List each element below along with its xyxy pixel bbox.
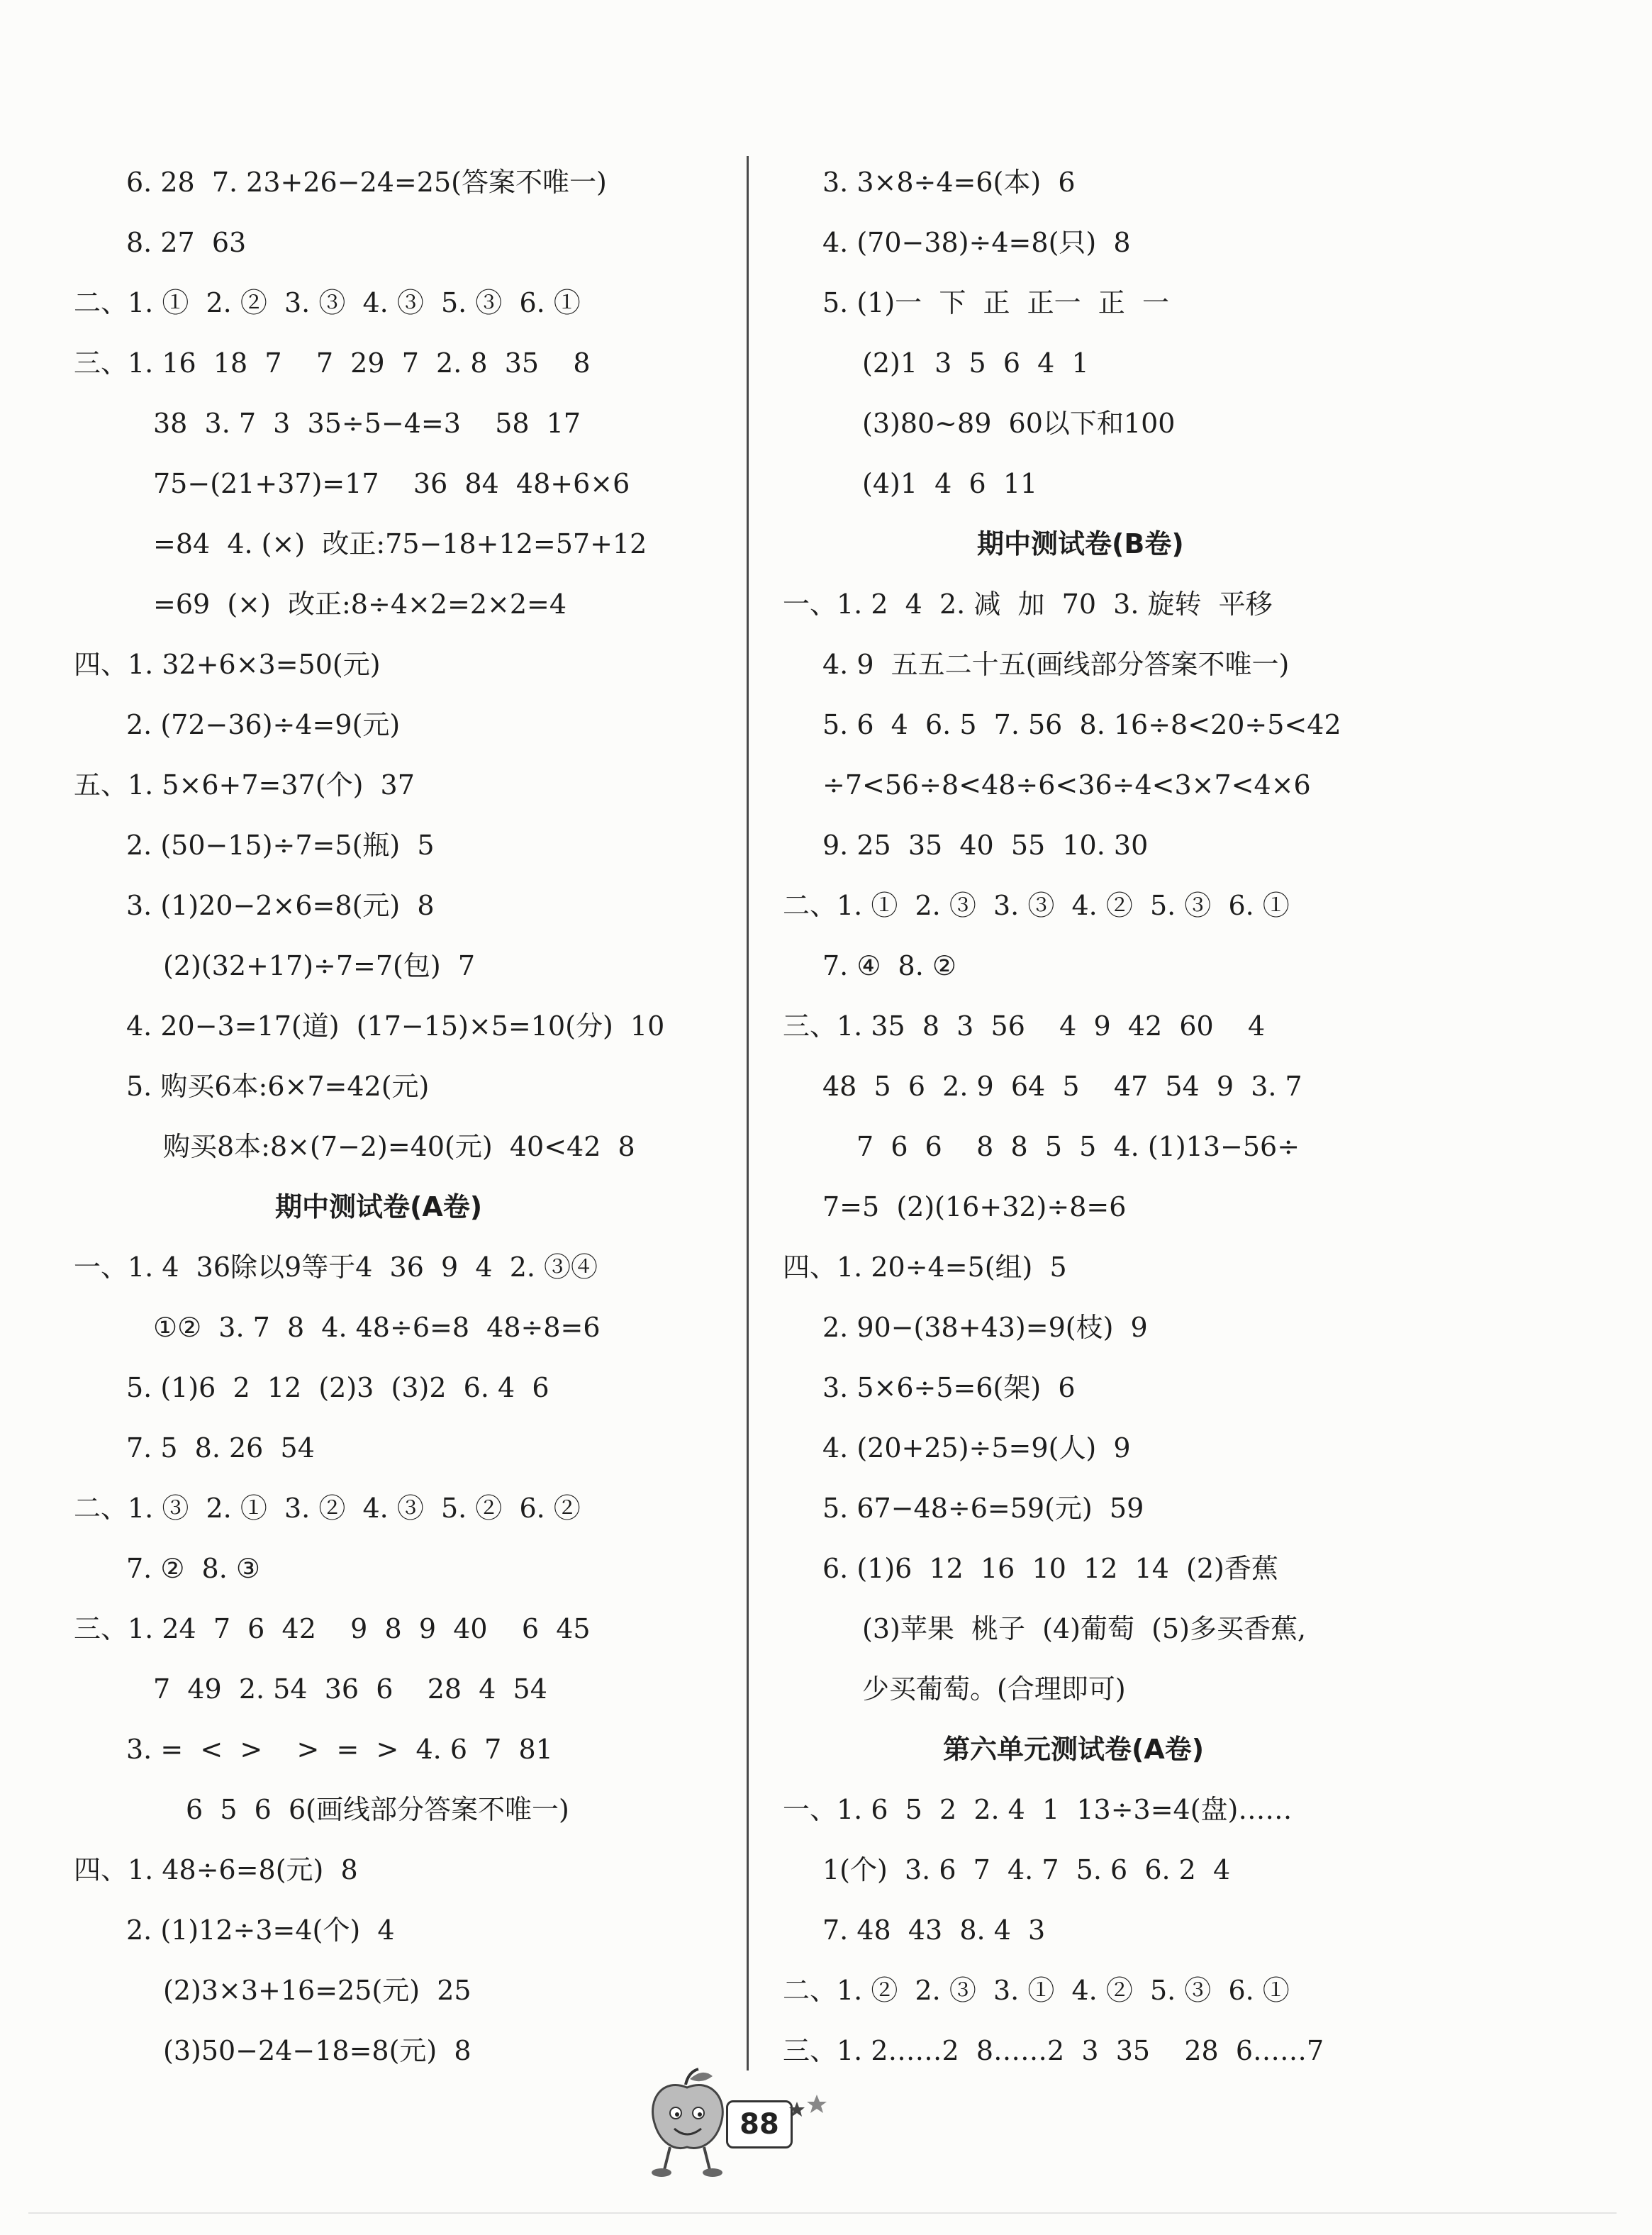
answer-line: (3)50−24−18=8(元) 8 (163, 2035, 471, 2066)
answer-line: 3. 3×8÷4=6(本) 6 (822, 167, 1076, 198)
answer-line: 4. (20+25)÷5=9(人) 9 (822, 1432, 1131, 1464)
answer-line: 5. (1)6 2 12 (2)3 (3)2 6. 4 6 (126, 1372, 549, 1403)
answer-line: 6 5 6 6(画线部分答案不唯一) (186, 1794, 569, 1825)
answer-line: 2. (1)12÷3=4(个) 4 (126, 1914, 395, 1946)
answer-line: 6. (1)6 12 16 10 12 14 (2)香蕉 (822, 1553, 1278, 1584)
answer-line: 购买8本:8×(7−2)=40(元) 40<42 8 (163, 1131, 635, 1162)
answer-line: 8. 27 63 (126, 227, 247, 258)
answer-line: 9. 25 35 40 55 10. 30 (822, 830, 1149, 861)
column-divider (747, 156, 749, 2070)
answer-line: 7=5 (2)(16+32)÷8=6 (822, 1191, 1127, 1222)
answer-line: 二、1. ③ 2. ① 3. ② 4. ③ 5. ② 6. ② (74, 1493, 581, 1524)
answer-line: 四、1. 48÷6=8(元) 8 (74, 1854, 358, 1885)
page-number-badge (726, 2100, 793, 2148)
answer-line: 三、1. 35 8 3 56 4 9 42 60 4 (783, 1010, 1266, 1042)
page-number: 88 (740, 2108, 779, 2141)
answer-line: 7. 5 8. 26 54 (126, 1432, 315, 1464)
answer-line: 3. (1)20−2×6=8(元) 8 (126, 890, 435, 921)
apple-mascot-icon (642, 2063, 734, 2184)
section-title-midterm-a: 期中测试卷(A卷) (275, 1191, 483, 1222)
answer-line: (3)80~89 60以下和100 (862, 408, 1176, 439)
section-title-unit6-a: 第六单元测试卷(A卷) (943, 1734, 1205, 1765)
answer-line: 75−(21+37)=17 36 84 48+6×6 (153, 468, 630, 499)
answer-line: 48 5 6 2. 9 64 5 47 54 9 3. 7 (822, 1071, 1302, 1102)
answer-line: 7. 48 43 8. 4 3 (822, 1914, 1046, 1946)
answer-line: 五、1. 5×6+7=37(个) 37 (74, 769, 415, 801)
answer-line: 三、1. 2……2 8……2 3 35 28 6……7 (783, 2035, 1324, 2066)
answer-line: 四、1. 32+6×3=50(元) (74, 649, 381, 680)
answer-line: 2. (72−36)÷4=9(元) (126, 709, 401, 740)
answer-line: (4)1 4 6 11 (862, 468, 1038, 499)
answer-line: 4. (70−38)÷4=8(只) 8 (822, 227, 1131, 258)
answer-line: 5. (1)一 下 正 正一 正 一 (822, 287, 1169, 318)
answer-line: 6. 28 7. 23+26−24=25(答案不唯一) (126, 167, 607, 198)
answer-line: 一、1. 2 4 2. 减 加 70 3. 旋转 平移 (783, 589, 1273, 620)
answer-line: 4. 9 五五二十五(画线部分答案不唯一) (822, 649, 1290, 680)
answer-line: ①② 3. 7 8 4. 48÷6=8 48÷8=6 (153, 1312, 601, 1343)
answer-line: 一、1. 6 5 2 2. 4 1 13÷3=4(盘)…… (783, 1794, 1293, 1825)
answer-line: =84 4. (×) 改正:75−18+12=57+12 (153, 528, 647, 559)
section-title-midterm-b: 期中测试卷(B卷) (977, 528, 1184, 559)
answer-line: 四、1. 20÷4=5(组) 5 (783, 1252, 1067, 1283)
answer-line: 3. = < > > = > 4. 6 7 81 (126, 1734, 553, 1765)
answer-line: 二、1. ① 2. ③ 3. ③ 4. ② 5. ③ 6. ① (783, 890, 1290, 921)
answer-line: 7 6 6 8 8 5 5 4. (1)13−56÷ (856, 1131, 1300, 1162)
answer-line: 5. 6 4 6. 5 7. 56 8. 16÷8<20÷5<42 (822, 709, 1341, 740)
answer-line: 38 3. 7 3 35÷5−4=3 58 17 (153, 408, 581, 439)
answer-line: 5. 购买6本:6×7=42(元) (126, 1071, 430, 1102)
star-icon (788, 2092, 831, 2120)
answer-line: (2)1 3 5 6 4 1 (862, 347, 1089, 379)
answer-line: ÷7<56÷8<48÷6<36÷4<3×7<4×6 (822, 769, 1311, 801)
answer-line: 5. 67−48÷6=59(元) 59 (822, 1493, 1144, 1524)
answer-line: 三、1. 24 7 6 42 9 8 9 40 6 45 (74, 1613, 591, 1644)
answer-line: 2. (50−15)÷7=5(瓶) 5 (126, 830, 435, 861)
answer-line: 二、1. ② 2. ③ 3. ① 4. ② 5. ③ 6. ① (783, 1975, 1290, 2006)
answer-line: 7. ② 8. ③ (126, 1553, 260, 1584)
answer-line: 7. ④ 8. ② (822, 950, 956, 981)
answer-line: 4. 20−3=17(道) (17−15)×5=10(分) 10 (126, 1010, 665, 1042)
answer-line: 少买葡萄。(合理即可) (862, 1673, 1126, 1705)
answer-line: 1(个) 3. 6 7 4. 7 5. 6 6. 2 4 (822, 1854, 1231, 1885)
answer-line: (3)苹果 桃子 (4)葡萄 (5)多买香蕉, (862, 1613, 1307, 1644)
footer-rule (28, 2212, 1617, 2214)
answer-line: 7 49 2. 54 36 6 28 4 54 (153, 1673, 547, 1705)
answer-line: 2. 90−(38+43)=9(枝) 9 (822, 1312, 1148, 1343)
answer-line: (2)3×3+16=25(元) 25 (163, 1975, 471, 2006)
answer-line: 3. 5×6÷5=6(架) 6 (822, 1372, 1076, 1403)
answer-line: 一、1. 4 36除以9等于4 36 9 4 2. ③④ (74, 1252, 598, 1283)
answer-line: 二、1. ① 2. ② 3. ③ 4. ③ 5. ③ 6. ① (74, 287, 581, 318)
answer-line: (2)(32+17)÷7=7(包) 7 (163, 950, 476, 981)
answer-line: =69 (×) 改正:8÷4×2=2×2=4 (153, 589, 567, 620)
answer-line: 三、1. 16 18 7 7 29 7 2. 8 35 8 (74, 347, 591, 379)
